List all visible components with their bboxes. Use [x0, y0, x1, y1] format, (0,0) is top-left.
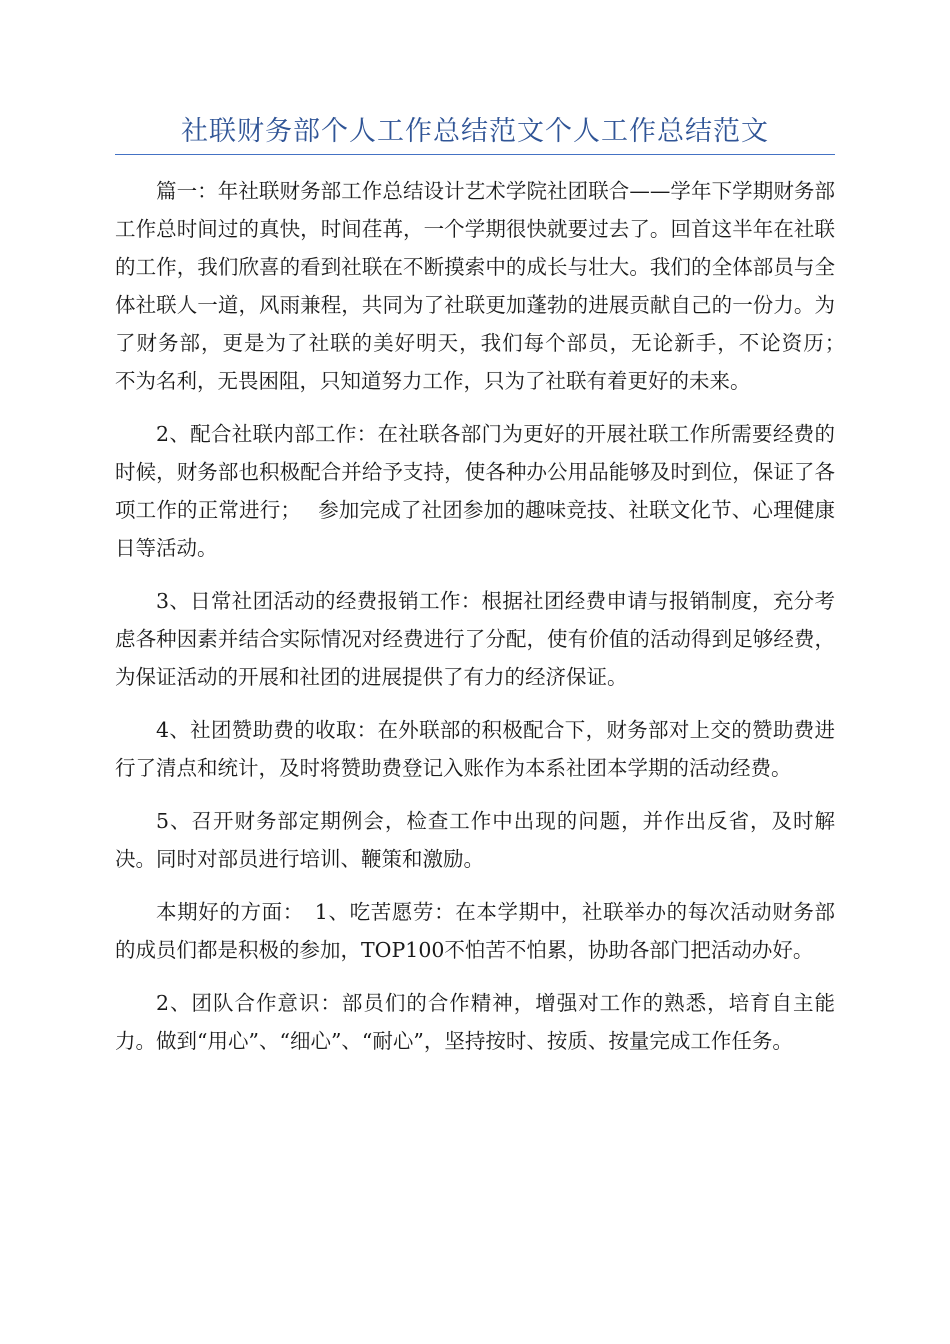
document-title: 社联财务部个人工作总结范文个人工作总结范文	[181, 116, 769, 147]
paragraph-item-5: 5、召开财务部定期例会，检查工作中出现的问题，并作出反省，及时解决。同时对部员进行培训、鞭策和激励。	[115, 809, 835, 871]
document-body	[115, 172, 863, 1075]
paragraph-item-3: 3、日常社团活动的经费报销工作：根据社团经费申请与报销制度，充分考虑各种因素并结合实际情况对经费进行了分配，使有价值的活动得到足够经费，为保证活动的开展和社团的进展提供了有力的经济保证。	[115, 589, 835, 689]
paragraph-strengths-2: 2、团队合作意识：部员们的合作精神，增强对工作的熟悉，培育自主能力。做到“用心”、“细心”、“耐心”，坚持按时、按质、按量完成工作任务。	[115, 991, 835, 1053]
paragraph-intro: 篇一：年社联财务部工作总结设计艺术学院社团联合——学年下学期财务部工作总时间过的真快，时间荏苒，一个学期很快就要过去了。回首这半年在社联的工作，我们欣喜的看到社联在不断摸索中的成长与壮大。我们的全体部员与全体社联人一道，风雨兼程，共同为了社联更加蓬勃的进展贡献自己的一份力。为了财务部，更是为了社联的美好明天，我们每个部员，无论新手，不论资历； 不为名利，无畏困阻，只知道努力工作，只为了社联有着更好的未来。	[115, 179, 863, 393]
title-underline	[115, 154, 835, 155]
paragraph-item-2: 2、配合社联内部工作：在社联各部门为更好的开展社联工作所需要经费的时候，财务部也积极配合并给予支持，使各种办公用品能够及时到位，保证了各项工作的正常进行； 参加完成了社团参加的趣味竞技、社联文化节、心理健康日等活动。	[115, 422, 835, 560]
paragraph-strengths-1: 本期好的方面： 1、吃苦愿劳：在本学期中，社联举办的每次活动财务部的成员们都是积极的参加，TOP100不怕苦不怕累，协助各部门把活动办好。	[115, 900, 835, 962]
paragraph-item-4: 4、社团赞助费的收取：在外联部的积极配合下，财务部对上交的赞助费进行了清点和统计，及时将赞助费登记入账作为本系社团本学期的活动经费。	[115, 718, 835, 780]
